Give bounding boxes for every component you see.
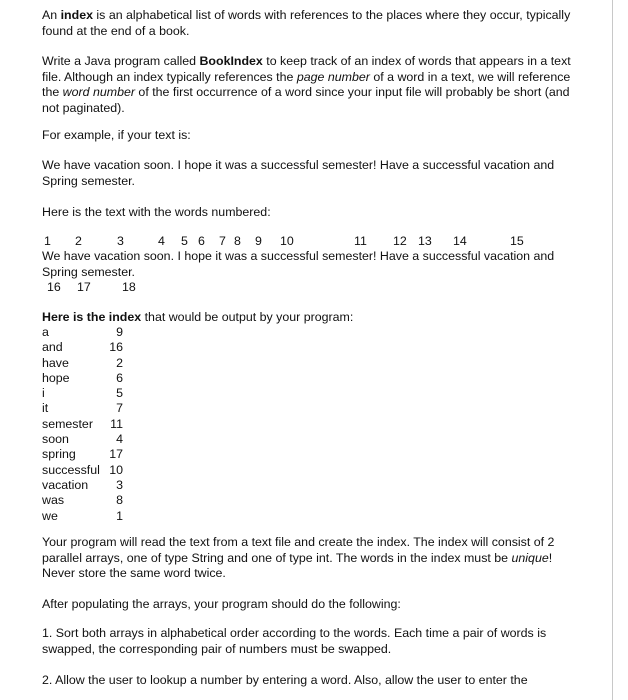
assignment-paragraph: Write a Java program called BookIndex to keep track of an index of words that appears in a text file. Although an index typically references the page number of a word in a text, we will reference the word number of the first occurrence of a word since your input file will probably be short (and not paginated).: [42, 54, 571, 115]
word-number: 16: [47, 280, 61, 294]
index-row: i 5: [42, 386, 123, 401]
word-number: 5: [181, 234, 188, 248]
word-number: 12: [393, 234, 407, 248]
example-intro: For example, if your text is:: [42, 128, 191, 142]
word-number: 4: [158, 234, 165, 248]
index-intro: Here is the index that would be output by your program:: [42, 310, 354, 324]
index-row: spring 17: [42, 447, 123, 462]
index-table: [42, 325, 142, 524]
word-number: 11: [354, 234, 367, 248]
definition-paragraph: An index is an alphabetical list of words with references to the places where they occur, typically found at the end of a book.: [42, 8, 571, 38]
word-number: 1: [44, 234, 51, 248]
index-row: have 2: [42, 355, 123, 370]
index-row: hope 6: [42, 370, 123, 385]
word-number: 10: [280, 234, 294, 248]
word-number: 8: [234, 234, 241, 248]
word-numbers-line-2: [0, 280, 628, 295]
tasks-intro: After populating the arrays, your program should do the following:: [42, 597, 401, 611]
word-number: 9: [255, 234, 262, 248]
index-row: was 8: [42, 493, 123, 508]
example-text: We have vacation soon. I hope it was a successful semester! Have a successful vacation and Spring semester.: [42, 158, 555, 188]
task-1: 1. Sort both arrays in alphabetical order according to the words. Each time a pair of words is swapped, the corresponding pair of numbers must be swapped.: [42, 626, 547, 656]
numbered-intro: Here is the text with the words numbered:: [42, 205, 271, 219]
word-number: 2: [75, 234, 82, 248]
page-edge-divider: [612, 0, 613, 700]
index-row: soon 4: [42, 432, 123, 447]
word-number: 18: [122, 280, 136, 294]
word-number: 15: [510, 234, 524, 248]
word-number: 14: [453, 234, 467, 248]
index-row: vacation 3: [42, 477, 123, 492]
word-number: 17: [77, 280, 91, 294]
index-row: successful 10: [42, 462, 123, 477]
index-row: it 7: [42, 401, 123, 416]
numbered-text: We have vacation soon. I hope it was a successful semester! Have a successful vacation and Spring semester.: [42, 249, 555, 279]
arrays-paragraph: Your program will read the text from a text file and create the index. The index will consist of 2 parallel arrays, one of type String and one of type int. The words in the index must be unique! Never store the same word twice.: [42, 535, 555, 580]
index-row: semester 11: [42, 416, 123, 431]
word-number: 3: [117, 234, 124, 248]
word-number: 6: [198, 234, 205, 248]
index-row: and 16: [42, 340, 123, 355]
word-numbers-line-1: [0, 234, 628, 249]
index-row: a 9: [42, 325, 123, 339]
word-number: 7: [219, 234, 226, 248]
word-number: 13: [418, 234, 432, 248]
index-row: we 1: [42, 508, 123, 523]
task-2: 2. Allow the user to lookup a number by entering a word. Also, allow the user to enter the: [42, 673, 528, 687]
